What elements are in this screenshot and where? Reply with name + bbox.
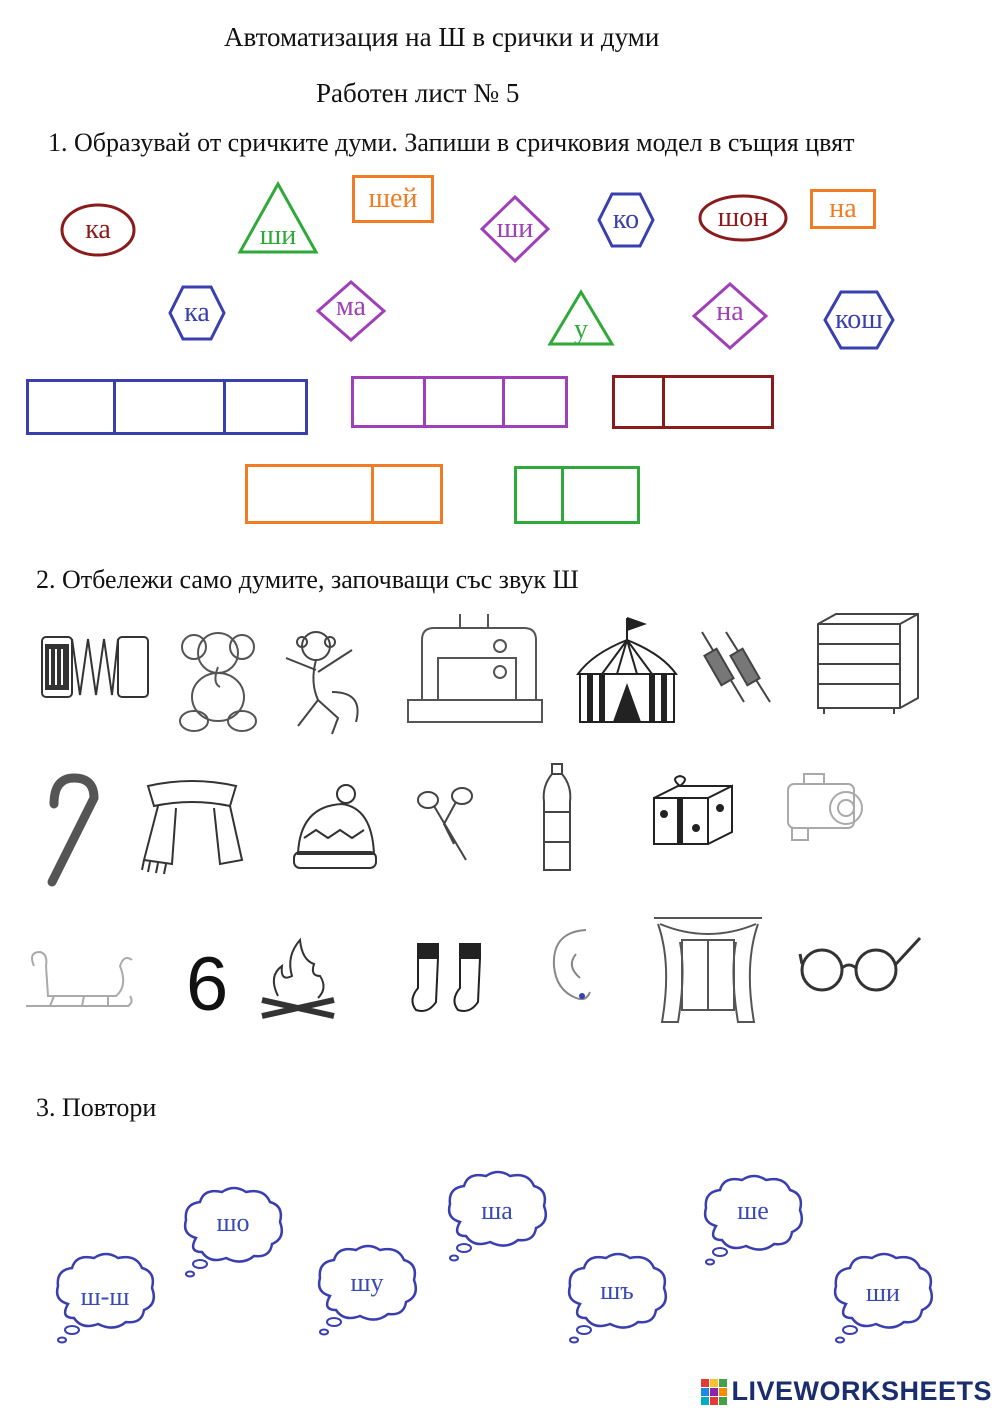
cloud-syllable: ши <box>866 1278 900 1307</box>
syllable-label: на <box>829 193 857 224</box>
teddy-elephant-icon <box>172 625 264 733</box>
ear-icon <box>546 926 602 1006</box>
brand-name: LIVEWORKSHEETS <box>731 1376 992 1406</box>
model-cell[interactable] <box>226 382 305 432</box>
gift-box-icon <box>650 778 736 846</box>
syllable-label: ма <box>336 291 366 322</box>
syllable-label: ка <box>184 297 210 328</box>
socks-picture[interactable] <box>406 940 494 1016</box>
winter-hat-icon <box>292 782 378 872</box>
task2-instruction: 2. Отбележи само думите, започващи със звук Ш <box>36 565 579 594</box>
camera-icon <box>784 770 868 844</box>
ear-picture[interactable] <box>546 926 602 1006</box>
model-cell[interactable] <box>665 378 771 426</box>
glasses-icon <box>796 930 924 996</box>
teddy-elephant-picture[interactable] <box>172 625 264 733</box>
model-cell[interactable] <box>426 379 505 425</box>
cloud-syllable: шо <box>216 1208 250 1237</box>
syllable-model-orange[interactable] <box>245 464 443 524</box>
syllable-label: кош <box>835 304 883 335</box>
bottle-picture[interactable] <box>536 762 578 874</box>
glasses-picture[interactable] <box>796 930 924 996</box>
speech-cloud[interactable] <box>828 1250 938 1346</box>
syllable-model-blue[interactable] <box>26 379 308 435</box>
syllable-shi-triangle[interactable] <box>238 182 318 254</box>
syllable-u-triangle[interactable] <box>548 290 614 346</box>
accordion-picture[interactable] <box>36 625 154 707</box>
candy-cane-picture[interactable] <box>40 770 106 890</box>
model-cell[interactable] <box>354 379 426 425</box>
liveworksheets-brand[interactable] <box>701 1376 992 1407</box>
sleigh-picture[interactable] <box>24 946 134 1020</box>
syllable-ma-diamond[interactable] <box>316 280 386 342</box>
syllable-kosh-hexagon[interactable] <box>823 290 895 350</box>
model-cell[interactable] <box>374 467 440 521</box>
model-cell[interactable] <box>564 469 637 521</box>
accordion-icon <box>36 625 154 707</box>
model-cell[interactable] <box>517 469 564 521</box>
cloud-syllable: шъ <box>600 1276 634 1305</box>
scarf-icon <box>134 776 250 876</box>
model-cell[interactable] <box>116 382 226 432</box>
bottle-icon <box>536 762 578 874</box>
window-curtains-icon <box>652 914 764 1026</box>
syllable-label: ко <box>612 204 640 235</box>
winter-hat-picture[interactable] <box>292 782 378 872</box>
sewing-machine-picture[interactable] <box>404 610 546 726</box>
cloud-syllable: ш-ш <box>80 1282 130 1311</box>
speech-cloud[interactable] <box>562 1250 672 1346</box>
socks-icon <box>406 940 494 1016</box>
syllable-shi-diamond[interactable] <box>480 195 550 263</box>
sewing-machine-icon <box>404 610 546 726</box>
sleigh-icon <box>24 946 134 1020</box>
monkey-picture[interactable] <box>272 622 372 744</box>
syllable-label: ка <box>85 214 111 245</box>
candy-cane-icon <box>40 770 106 890</box>
cloud-syllable: ша <box>481 1196 513 1225</box>
syllable-shey-rectangle[interactable] <box>352 175 434 223</box>
syllable-shon-oval[interactable] <box>698 194 788 242</box>
cloud-syllable: шу <box>350 1268 384 1297</box>
model-cell[interactable] <box>29 382 116 432</box>
gift-box-picture[interactable] <box>650 778 736 846</box>
skewers-picture[interactable] <box>696 628 780 706</box>
circus-tent-icon <box>572 614 682 726</box>
task3-instruction: 3. Повтори <box>36 1093 157 1122</box>
syllable-label: ши <box>259 220 297 251</box>
syllable-label: шей <box>368 183 418 214</box>
speech-cloud[interactable] <box>50 1250 160 1346</box>
syllable-ka-hexagon[interactable] <box>168 285 226 341</box>
speech-cloud[interactable] <box>312 1242 422 1338</box>
model-cell[interactable] <box>615 378 665 426</box>
liveworksheets-logo-icon <box>701 1379 727 1405</box>
digit-six[interactable]: 6 <box>186 942 229 1027</box>
circus-tent-picture[interactable] <box>572 614 682 726</box>
skewers-icon <box>696 628 780 706</box>
speech-cloud[interactable] <box>178 1184 288 1280</box>
dresser-picture[interactable] <box>814 612 920 716</box>
syllable-ka-oval[interactable] <box>60 203 136 257</box>
monkey-icon <box>272 622 372 744</box>
syllable-label: ши <box>496 213 534 244</box>
page-title: Автоматизация на Ш в срички и думи <box>224 22 660 52</box>
scissors-picture[interactable] <box>414 784 476 864</box>
campfire-icon <box>258 936 338 1022</box>
campfire-picture[interactable] <box>258 936 338 1022</box>
camera-picture[interactable] <box>784 770 868 844</box>
syllable-label: у <box>574 314 588 345</box>
window-curtains-picture[interactable] <box>652 914 764 1026</box>
syllable-na-diamond[interactable] <box>692 282 768 350</box>
speech-cloud[interactable] <box>698 1172 808 1268</box>
syllable-label: шон <box>717 202 769 233</box>
dresser-icon <box>814 612 920 716</box>
syllable-model-purple[interactable] <box>351 376 568 428</box>
model-cell[interactable] <box>505 379 565 425</box>
scarf-picture[interactable] <box>134 776 250 876</box>
syllable-label: на <box>716 296 744 327</box>
scissors-icon <box>414 784 476 864</box>
speech-cloud[interactable] <box>442 1168 552 1264</box>
syllable-na-rectangle[interactable] <box>810 189 876 229</box>
cloud-syllable: ше <box>737 1196 769 1225</box>
model-cell[interactable] <box>248 467 374 521</box>
syllable-model-darkred[interactable] <box>612 375 774 429</box>
task1-instruction: 1. Образувай от сричките думи. Запиши в сричковия модел в същия цвят <box>48 128 855 157</box>
worksheet-number: Работен лист № 5 <box>316 78 520 108</box>
syllable-model-green[interactable] <box>514 466 640 524</box>
syllable-ko-hexagon[interactable] <box>597 192 655 248</box>
